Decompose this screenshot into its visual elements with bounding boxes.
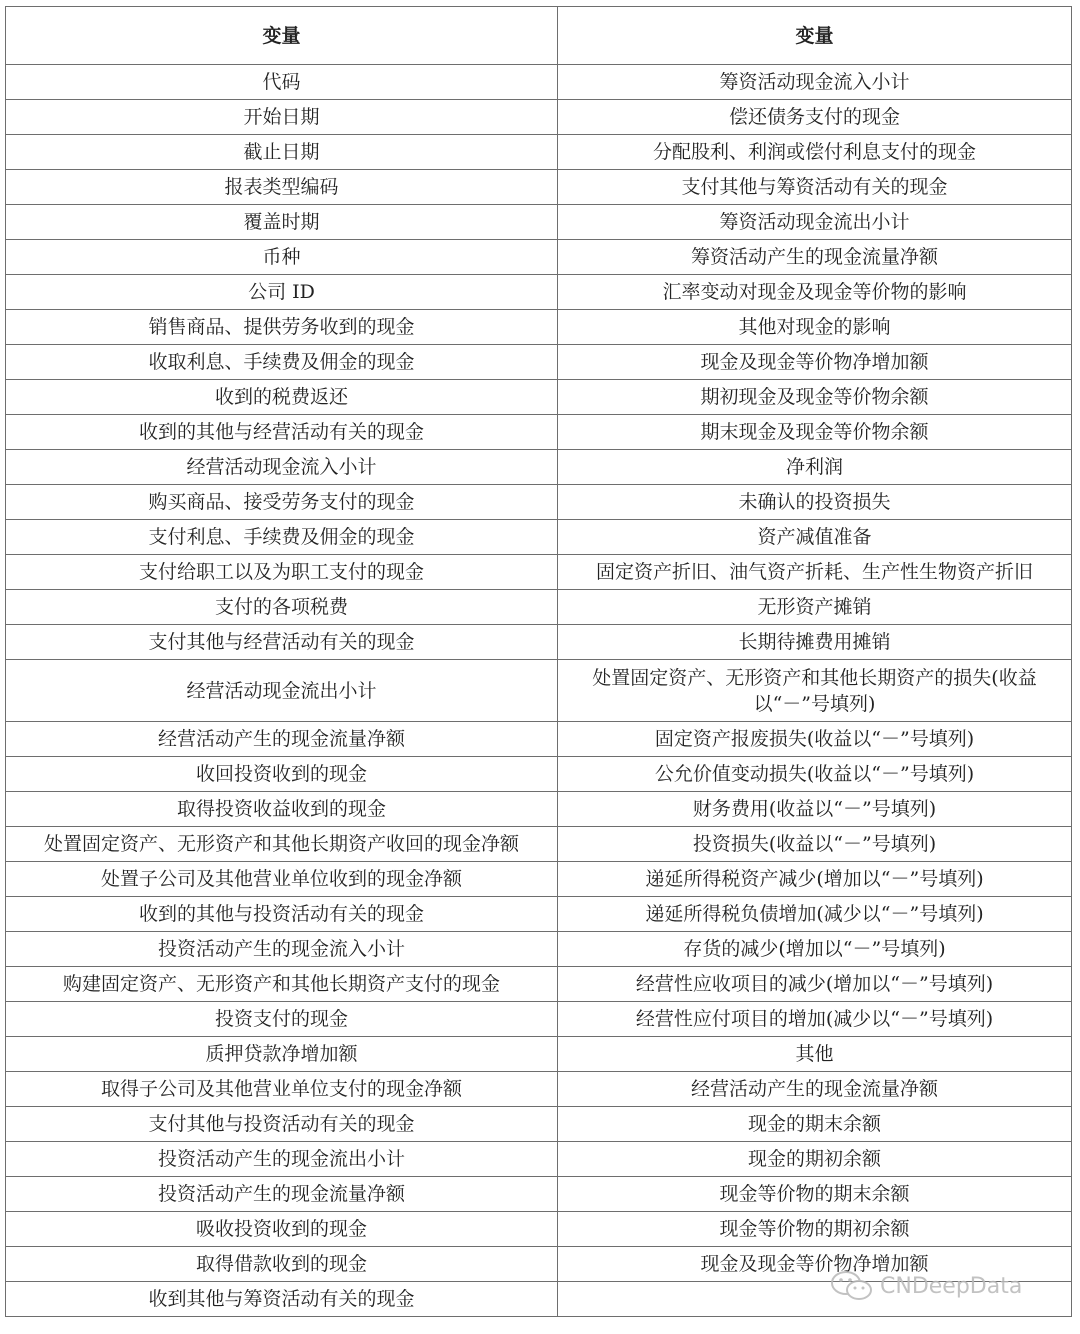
variable-cell-left: 经营活动现金流入小计 bbox=[6, 450, 558, 485]
variable-cell-right: 现金的期初余额 bbox=[558, 1142, 1072, 1177]
variable-cell-left: 公司 ID bbox=[6, 275, 558, 310]
table-row bbox=[6, 240, 1072, 275]
table-row bbox=[6, 275, 1072, 310]
variable-cell-left: 购买商品、接受劳务支付的现金 bbox=[6, 485, 558, 520]
table-row bbox=[6, 1107, 1072, 1142]
table-row bbox=[6, 1247, 1072, 1282]
table-row bbox=[6, 660, 1072, 722]
table-row bbox=[6, 65, 1072, 100]
table-row bbox=[6, 792, 1072, 827]
table-row bbox=[6, 415, 1072, 450]
table-row bbox=[6, 135, 1072, 170]
variable-cell-right: 筹资活动现金流出小计 bbox=[558, 205, 1072, 240]
table-row bbox=[6, 520, 1072, 555]
variable-cell-left: 报表类型编码 bbox=[6, 170, 558, 205]
variable-cell-right bbox=[558, 1282, 1072, 1317]
variable-cell-right: 现金等价物的期末余额 bbox=[558, 1177, 1072, 1212]
variable-cell-left: 币种 bbox=[6, 240, 558, 275]
table-row bbox=[6, 310, 1072, 345]
variable-cell-right: 分配股利、利润或偿付利息支付的现金 bbox=[558, 135, 1072, 170]
variable-cell-right: 现金的期末余额 bbox=[558, 1107, 1072, 1142]
table-row bbox=[6, 757, 1072, 792]
variable-cell-right: 支付其他与筹资活动有关的现金 bbox=[558, 170, 1072, 205]
table-body bbox=[6, 65, 1072, 1317]
variable-cell-left: 销售商品、提供劳务收到的现金 bbox=[6, 310, 558, 345]
variable-cell-right: 经营活动产生的现金流量净额 bbox=[558, 1072, 1072, 1107]
table-row bbox=[6, 897, 1072, 932]
variable-cell-left: 购建固定资产、无形资产和其他长期资产支付的现金 bbox=[6, 967, 558, 1002]
variable-cell-right: 汇率变动对现金及现金等价物的影响 bbox=[558, 275, 1072, 310]
variable-cell-right: 固定资产报废损失(收益以“－”号填列) bbox=[558, 722, 1072, 757]
variable-cell-right: 现金等价物的期初余额 bbox=[558, 1212, 1072, 1247]
table-row bbox=[6, 1037, 1072, 1072]
variable-cell-left: 经营活动产生的现金流量净额 bbox=[6, 722, 558, 757]
variable-cell-right: 长期待摊费用摊销 bbox=[558, 625, 1072, 660]
variable-cell-right: 存货的减少(增加以“－”号填列) bbox=[558, 932, 1072, 967]
variable-cell-right: 处置固定资产、无形资产和其他长期资产的损失(收益以“－”号填列) bbox=[558, 660, 1072, 722]
table-row bbox=[6, 1282, 1072, 1317]
variable-cell-right: 财务费用(收益以“－”号填列) bbox=[558, 792, 1072, 827]
table-row bbox=[6, 827, 1072, 862]
variable-cell-left: 收到的其他与投资活动有关的现金 bbox=[6, 897, 558, 932]
variable-cell-right: 资产减值准备 bbox=[558, 520, 1072, 555]
variable-cell-right: 筹资活动产生的现金流量净额 bbox=[558, 240, 1072, 275]
table-row bbox=[6, 590, 1072, 625]
table-header-row bbox=[6, 7, 1072, 65]
variable-cell-left: 投资活动产生的现金流量净额 bbox=[6, 1177, 558, 1212]
variable-cell-left: 代码 bbox=[6, 65, 558, 100]
variable-cell-right: 期末现金及现金等价物余额 bbox=[558, 415, 1072, 450]
variable-cell-left: 截止日期 bbox=[6, 135, 558, 170]
variable-table bbox=[5, 6, 1072, 1317]
variable-cell-right: 现金及现金等价物净增加额 bbox=[558, 345, 1072, 380]
variable-cell-right: 偿还债务支付的现金 bbox=[558, 100, 1072, 135]
variable-cell-left: 收到其他与筹资活动有关的现金 bbox=[6, 1282, 558, 1317]
variable-cell-right: 其他 bbox=[558, 1037, 1072, 1072]
table-row bbox=[6, 345, 1072, 380]
variable-cell-left: 取得投资收益收到的现金 bbox=[6, 792, 558, 827]
table-row bbox=[6, 485, 1072, 520]
variable-cell-left: 处置子公司及其他营业单位收到的现金净额 bbox=[6, 862, 558, 897]
variable-cell-left: 收到的税费返还 bbox=[6, 380, 558, 415]
variable-cell-right: 其他对现金的影响 bbox=[558, 310, 1072, 345]
variable-cell-left: 收到的其他与经营活动有关的现金 bbox=[6, 415, 558, 450]
table-row bbox=[6, 170, 1072, 205]
table-row bbox=[6, 1177, 1072, 1212]
table-row bbox=[6, 862, 1072, 897]
variable-cell-left: 支付给职工以及为职工支付的现金 bbox=[6, 555, 558, 590]
table-row bbox=[6, 1002, 1072, 1037]
variable-cell-right: 递延所得税负债增加(减少以“－”号填列) bbox=[558, 897, 1072, 932]
variable-cell-right: 未确认的投资损失 bbox=[558, 485, 1072, 520]
column-header: 变量 bbox=[6, 7, 558, 65]
variable-cell-left: 收回投资收到的现金 bbox=[6, 757, 558, 792]
variable-cell-left: 投资活动产生的现金流入小计 bbox=[6, 932, 558, 967]
variable-cell-right: 无形资产摊销 bbox=[558, 590, 1072, 625]
column-header: 变量 bbox=[558, 7, 1072, 65]
table-row bbox=[6, 722, 1072, 757]
variable-cell-right: 固定资产折旧、油气资产折耗、生产性生物资产折旧 bbox=[558, 555, 1072, 590]
variable-cell-left: 投资支付的现金 bbox=[6, 1002, 558, 1037]
table-row bbox=[6, 1072, 1072, 1107]
table-row bbox=[6, 625, 1072, 660]
variable-table-container bbox=[5, 6, 1071, 1317]
variable-cell-right: 经营性应付项目的增加(减少以“－”号填列) bbox=[558, 1002, 1072, 1037]
table-row bbox=[6, 100, 1072, 135]
table-row bbox=[6, 380, 1072, 415]
variable-cell-left: 吸收投资收到的现金 bbox=[6, 1212, 558, 1247]
table-row bbox=[6, 555, 1072, 590]
variable-cell-left: 取得借款收到的现金 bbox=[6, 1247, 558, 1282]
variable-cell-left: 支付其他与投资活动有关的现金 bbox=[6, 1107, 558, 1142]
variable-cell-right: 筹资活动现金流入小计 bbox=[558, 65, 1072, 100]
variable-cell-right: 净利润 bbox=[558, 450, 1072, 485]
table-row bbox=[6, 932, 1072, 967]
variable-cell-right: 递延所得税资产减少(增加以“－”号填列) bbox=[558, 862, 1072, 897]
variable-cell-right: 投资损失(收益以“－”号填列) bbox=[558, 827, 1072, 862]
variable-cell-right: 公允价值变动损失(收益以“－”号填列) bbox=[558, 757, 1072, 792]
variable-cell-left: 收取利息、手续费及佣金的现金 bbox=[6, 345, 558, 380]
variable-cell-left: 质押贷款净增加额 bbox=[6, 1037, 558, 1072]
variable-cell-left: 投资活动产生的现金流出小计 bbox=[6, 1142, 558, 1177]
table-row bbox=[6, 450, 1072, 485]
variable-cell-left: 覆盖时期 bbox=[6, 205, 558, 240]
variable-cell-left: 处置固定资产、无形资产和其他长期资产收回的现金净额 bbox=[6, 827, 558, 862]
variable-cell-right: 经营性应收项目的减少(增加以“－”号填列) bbox=[558, 967, 1072, 1002]
table-row bbox=[6, 205, 1072, 240]
variable-cell-left: 支付利息、手续费及佣金的现金 bbox=[6, 520, 558, 555]
variable-cell-left: 开始日期 bbox=[6, 100, 558, 135]
variable-cell-left: 支付的各项税费 bbox=[6, 590, 558, 625]
variable-cell-right: 期初现金及现金等价物余额 bbox=[558, 380, 1072, 415]
table-row bbox=[6, 1212, 1072, 1247]
variable-cell-left: 经营活动现金流出小计 bbox=[6, 660, 558, 722]
table-row bbox=[6, 967, 1072, 1002]
watermark-text: CNDeepData bbox=[880, 1273, 1023, 1299]
variable-cell-right: 现金及现金等价物净增加额 bbox=[558, 1247, 1072, 1282]
variable-cell-left: 支付其他与经营活动有关的现金 bbox=[6, 625, 558, 660]
variable-cell-left: 取得子公司及其他营业单位支付的现金净额 bbox=[6, 1072, 558, 1107]
table-row bbox=[6, 1142, 1072, 1177]
